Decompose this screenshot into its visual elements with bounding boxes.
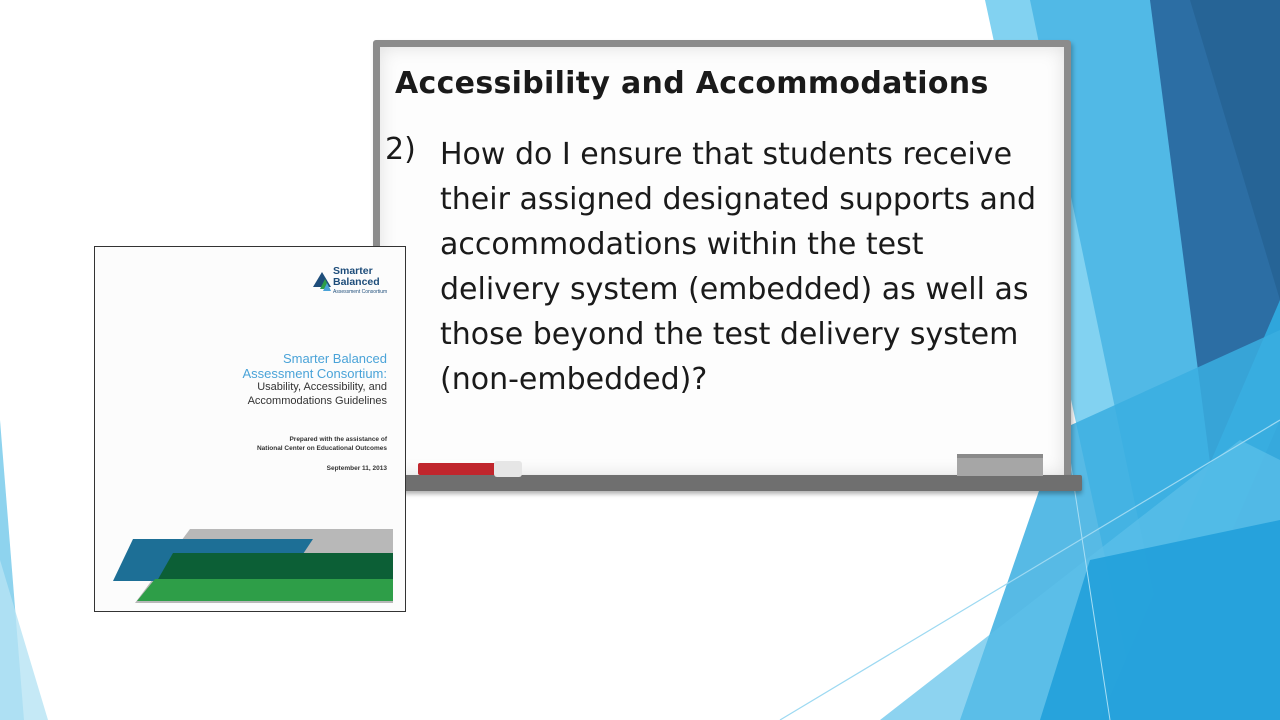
- logo-subtitle: Assessment Consortium: [333, 289, 388, 295]
- logo-wordmark: Smarter Balanced: [333, 265, 380, 288]
- cover-title-line-1: Smarter Balanced: [282, 351, 387, 366]
- guidelines-document-cover: [94, 246, 406, 612]
- cover-prepared-line-2: National Center on Educational Outcomes: [256, 445, 387, 452]
- cover-prepared-line-1: Prepared with the assistance of: [289, 436, 387, 443]
- cover-title-line-2: Assessment Consortium:: [242, 366, 387, 381]
- cover-subtitle-line-2: Accommodations Guidelines: [247, 395, 387, 407]
- cover-color-bands: [95, 247, 405, 611]
- question-text: How do I ensure that students receive their assigned designated supports and accommodations within the test delivery system (embedded) as well as those beyond the test delivery system (non-embedded)?: [440, 137, 1037, 397]
- cover-date: September 11, 2013: [326, 465, 387, 472]
- chalk-tip: [494, 461, 522, 477]
- eraser: [957, 454, 1043, 476]
- slide-title: Accessibility and Accommodations: [395, 66, 989, 101]
- red-chalk: [418, 463, 506, 475]
- question-number: 2): [385, 132, 416, 167]
- cover-subtitle-line-1: Usability, Accessibility, and: [257, 381, 387, 393]
- chalk-tray: [382, 475, 1082, 491]
